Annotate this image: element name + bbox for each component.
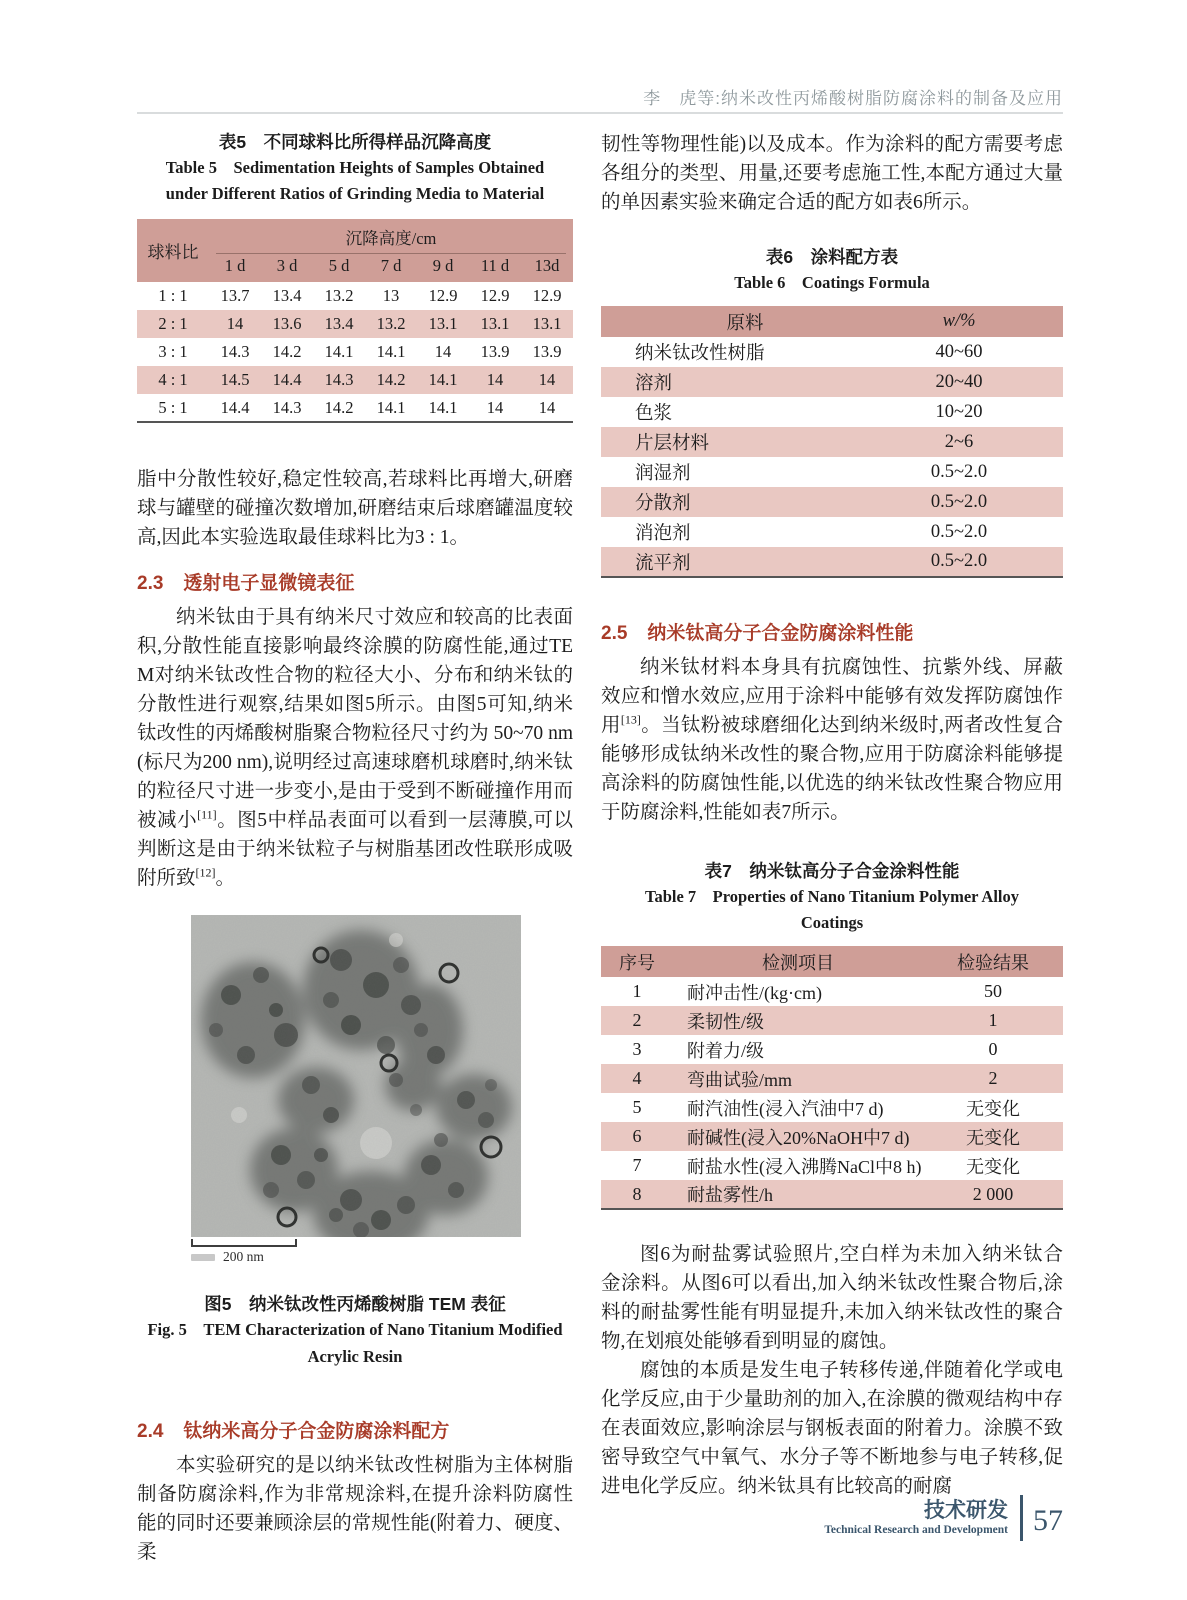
table5-header-row-2: 1 d 3 d 5 d 7 d 9 d 11 d 13d bbox=[137, 254, 573, 282]
table-row: 流平剂 0.5~2.0 bbox=[601, 547, 1063, 577]
table-row: 溶剂 20~40 bbox=[601, 367, 1063, 397]
table-row: 6 耐碱性(浸入20%NaOH中7 d) 无变化 bbox=[601, 1122, 1063, 1151]
body-paragraph: 纳米钛由于具有纳米尺寸效应和较高的比表面积,分散性能直接影响最终涂膜的防腐性能,通过TEM对纳米钛改性合物的粒径大小、分布和纳米钛的分散性进行观察,结果如图5所示。由图5可知,纳米钛改性的丙烯酸树脂聚合物粒径尺寸约为 50~70 nm(标尺为200 nm),说明经过高速球磨机球磨时,纳米钛的粒径尺寸进一步变小,是由于受到不断碰撞作用而被减小[11]。图5中样品表面可以看到一层薄膜,可以判断这是由于纳米钛粒子与树脂基团改性联形成吸附所致[12]。 bbox=[137, 607, 573, 889]
table6-title-en: Table 6 Coatings Formula bbox=[734, 273, 930, 292]
left-column bbox=[137, 130, 573, 1567]
table7-title-en-line2: Coatings bbox=[800, 913, 864, 932]
figure5-tem-image bbox=[191, 915, 521, 1265]
table5-title-en-line1: Table 5 Sedimentation Heights of Samples Obtained bbox=[165, 158, 545, 177]
table-row: 色浆 10~20 bbox=[635, 401, 983, 424]
page-number: 57 bbox=[1033, 1504, 1063, 1537]
table5 bbox=[137, 219, 573, 423]
scale-bar-label: 200 nm bbox=[223, 1249, 264, 1264]
citation-ref: [12] bbox=[195, 865, 216, 880]
table-row: 8 耐盐雾性/h 2 000 bbox=[601, 1180, 1063, 1209]
table5-title-cn: 表5 不同球料比所得样品沉降高度 bbox=[218, 132, 492, 152]
page-footer bbox=[0, 1495, 1063, 1541]
figure5-caption-en-line1: Fig. 5 TEM Characterization of Nano Titanium Modified bbox=[147, 1320, 563, 1339]
table-row: 2 柔韧性/级 1 bbox=[601, 1006, 1063, 1035]
table-row: 7 耐盐水性(浸入沸腾NaCl中8 h) 无变化 bbox=[632, 1155, 1020, 1177]
table-row: 5 : 1 14.4 14.3 14.2 14.1 14.1 14 14 bbox=[158, 397, 556, 417]
citation-ref: [13] bbox=[620, 712, 641, 727]
body-paragraph: 韧性等物理性能)以及成本。作为涂料的配方需要考虑各组分的类型、用量,还要考虑施工性,本配方通过大量的单因素实验来确定合适的配方如表6所示。 bbox=[601, 134, 1063, 213]
tem-micrograph bbox=[191, 915, 521, 1237]
table7-title-en-line1: Table 7 Properties of Nano Titanium Polymer Alloy bbox=[644, 887, 1019, 906]
table7 bbox=[601, 946, 1063, 1210]
table-row: 5 耐汽油性(浸入汽油中7 d) 无变化 bbox=[632, 1097, 1020, 1119]
table-row: 片层材料 2~6 bbox=[601, 427, 1063, 457]
figure5-caption-cn: 图5 纳米钛改性丙烯酸树脂 TEM 表征 bbox=[204, 1294, 506, 1314]
table7-title-cn: 表7 纳米钛高分子合金涂料性能 bbox=[704, 861, 960, 881]
citation-ref: [11] bbox=[197, 807, 217, 822]
table5-group-header: 沉降高度/cm bbox=[209, 219, 573, 254]
table-row: 纳米钛改性树脂 40~60 bbox=[635, 341, 983, 364]
table-row: 1 : 1 13.7 13.4 13.2 13 12.9 12.9 12.9 bbox=[158, 286, 562, 305]
header-rule bbox=[137, 112, 1063, 114]
table-row: 4 : 1 14.5 14.4 14.3 14.2 14.1 14 14 bbox=[137, 366, 573, 394]
body-paragraph: 脂中分散性较好,稳定性较高,若球料比再增大,研磨球与罐壁的碰撞次数增加,研磨结束后球磨罐温度较高,因此本实验选取最佳球料比为3 : 1。 bbox=[137, 469, 573, 548]
running-head: 李 虎等:纳米改性丙烯酸树脂防腐涂料的制备及应用 bbox=[643, 89, 1063, 108]
table6 bbox=[601, 306, 1063, 578]
table-row: 2 : 1 14 13.6 13.4 13.2 13.1 13.1 13.1 bbox=[137, 310, 573, 338]
body-paragraph: 本实验研究的是以纳米钛改性树脂为主体树脂制备防腐涂料,作为非常规涂料,在提升涂料防腐性能的同时还要兼顾涂层的常规性能(附着力、硬度、柔 bbox=[137, 1455, 573, 1563]
table-row: 1 耐冲击性/(kg·cm) 50 bbox=[632, 981, 1002, 1003]
body-paragraph: 纳米钛材料本身具有抗腐蚀性、抗紫外线、屏蔽效应和憎水效应,应用于涂料中能够有效发挥防腐蚀作用[13]。当钛粉被球磨细化达到纳米级时,两者改性复合能够形成钛纳米改性的聚合物,应用于防腐涂料能够提高涂料的防腐蚀性能,以优选的纳米钛改性聚合物应用于防腐涂料,性能如表7所示。 bbox=[601, 657, 1063, 823]
table-row: 3 : 1 14.3 14.2 14.1 14.1 14 13.9 13.9 bbox=[158, 342, 562, 361]
table5-row-header: 球料比 bbox=[137, 219, 209, 282]
figure5-caption-en-line2: Acrylic Resin bbox=[307, 1347, 403, 1366]
section-heading-2-4: 2.4 钛纳米高分子合金防腐涂料配方 bbox=[137, 1421, 450, 1442]
table6-header-row: 原料 w/% bbox=[601, 306, 1063, 337]
footer-section-en: Technical Research and Development bbox=[824, 1524, 1008, 1536]
footer-section-cn: 技术研发 bbox=[924, 1499, 1008, 1522]
table6-title-cn: 表6 涂料配方表 bbox=[765, 247, 899, 267]
scale-bar-prefix bbox=[191, 1254, 215, 1261]
table5-header-row-1 bbox=[137, 219, 573, 254]
scale-bar bbox=[191, 1241, 297, 1247]
section-heading-2-3: 2.3 透射电子显微镜表征 bbox=[137, 573, 355, 594]
right-column bbox=[601, 130, 1063, 1501]
table-row: 消泡剂 0.5~2.0 bbox=[635, 521, 988, 544]
table7-header-row: 序号 检测项目 检验结果 bbox=[601, 946, 1063, 977]
table-row: 3 附着力/级 0 bbox=[632, 1039, 998, 1061]
table-row: 润湿剂 0.5~2.0 bbox=[635, 461, 988, 484]
section-heading-2-5: 2.5 纳米钛高分子合金防腐涂料性能 bbox=[601, 623, 914, 644]
body-paragraph: 图6为耐盐雾试验照片,空白样为未加入纳米钛合金涂料。从图6可以看出,加入纳米钛改性聚合物后,涂料的耐盐雾性能有明显提升,未加入纳米钛改性的聚合物,在划痕处能够看到明显的腐蚀。 bbox=[601, 1244, 1063, 1352]
footer-section-label bbox=[824, 1499, 1008, 1537]
table-row: 4 弯曲试验/mm 2 bbox=[601, 1064, 1063, 1093]
body-paragraph: 腐蚀的本质是发生电子转移传递,伴随着化学或电化学反应,由于少量助剂的加入,在涂膜的微观结构中存在表面效应,影响涂层与钢板表面的附着力。涂膜不致密导致空气中氧气、水分子等不断地参与电子转移,促进电化学反应。纳米钛具有比较高的耐腐 bbox=[601, 1360, 1063, 1497]
table5-title-en-line2: under Different Ratios of Grinding Media to Material bbox=[165, 184, 545, 203]
footer-divider bbox=[1020, 1495, 1023, 1541]
table-row: 分散剂 0.5~2.0 bbox=[601, 487, 1063, 517]
